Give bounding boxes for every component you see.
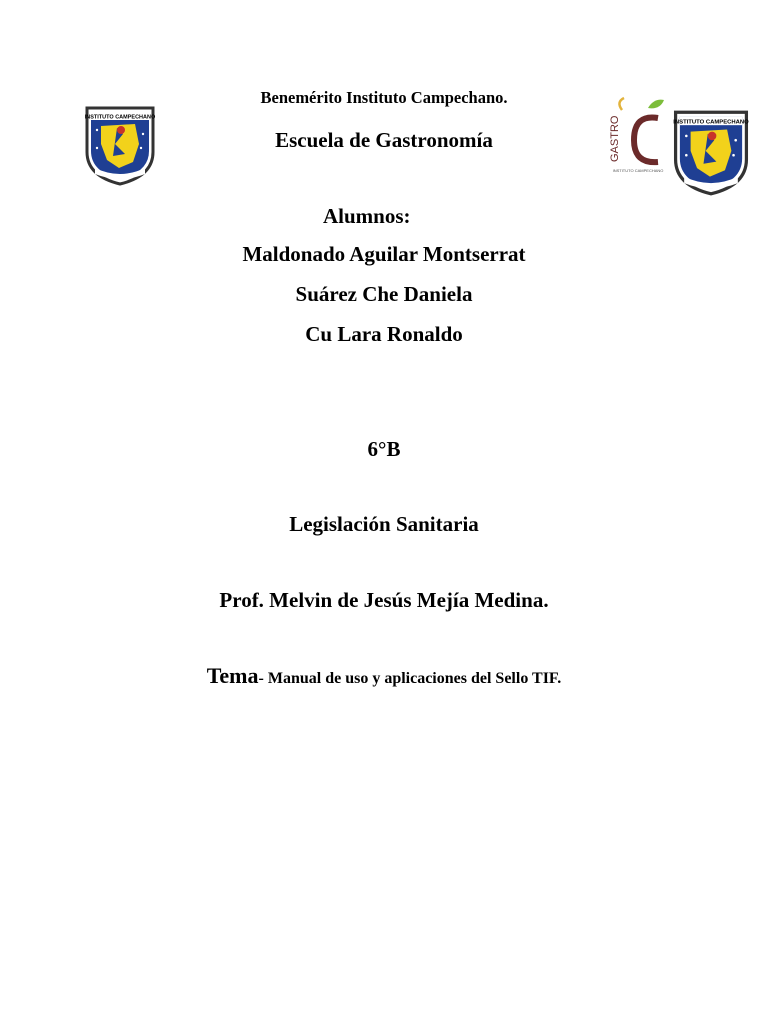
topic-line: [0, 665, 768, 687]
svg-text:INSTITUTO CAMPECHANO: INSTITUTO CAMPECHANO: [612, 168, 664, 173]
subject-name: Legislación Sanitaria: [289, 512, 479, 536]
student-name: Cu Lara Ronaldo: [305, 322, 463, 346]
topic-text: - Manual de uso y aplicaciones del Sello TIF.: [258, 670, 562, 687]
svg-text:GASTRO: GASTRO: [609, 115, 621, 162]
student-name: Suárez Che Daniela: [295, 282, 473, 306]
instituto-campechano-shield-logo-right: [671, 108, 751, 196]
topic-label: Tema: [206, 663, 259, 688]
institution-name: Benemérito Instituto Campechano.: [260, 88, 508, 107]
professor-name: Prof. Melvin de Jesús Mejía Medina.: [219, 588, 549, 612]
group-label: 6°B: [367, 437, 401, 461]
svg-text:INSTITUTO CAMPECHANO: INSTITUTO CAMPECHANO: [84, 114, 156, 121]
student-name: Maldonado Aguilar Montserrat: [242, 242, 526, 266]
school-name: Escuela de Gastronomía: [275, 128, 493, 152]
svg-text:INSTITUTO CAMPECHANO: INSTITUTO CAMPECHANO: [673, 119, 749, 126]
students-label: Alumnos:: [323, 204, 411, 228]
